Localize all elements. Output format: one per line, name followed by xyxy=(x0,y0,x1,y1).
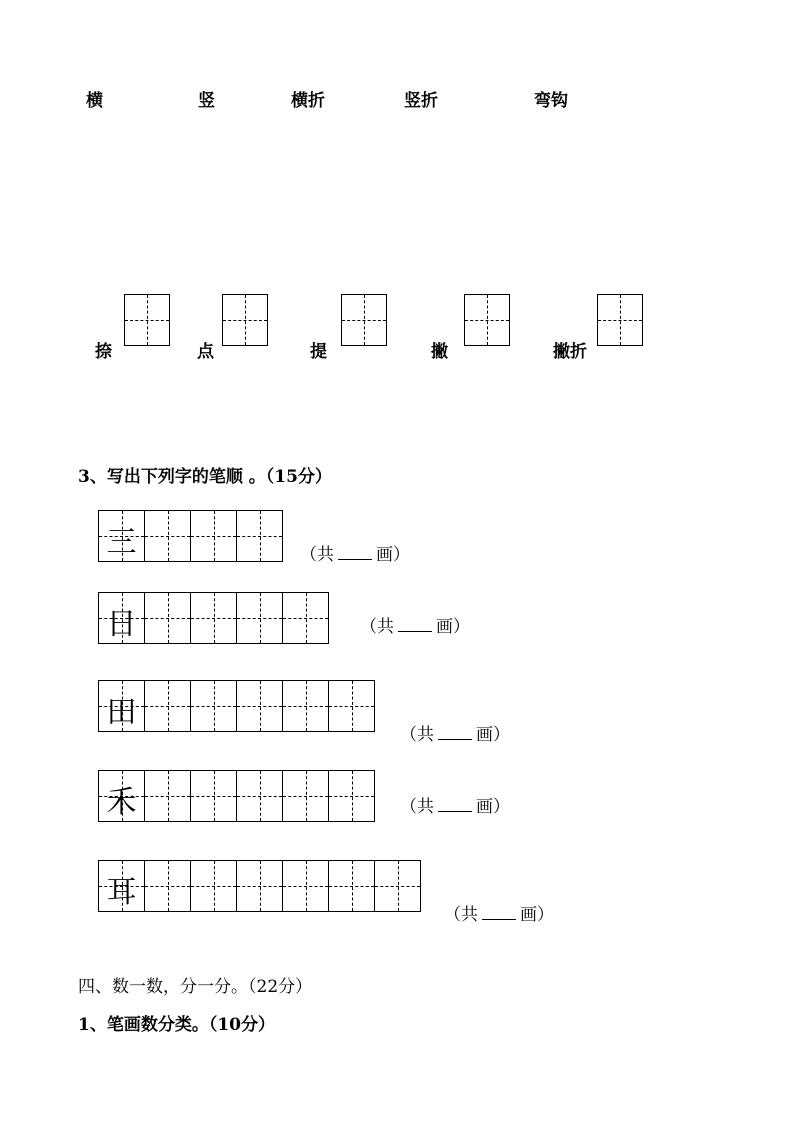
grid-cell[interactable] xyxy=(191,771,237,821)
count-open: （共 xyxy=(360,617,394,637)
stroke-count-ri xyxy=(360,612,470,637)
grid-cell[interactable] xyxy=(283,771,329,821)
count-blank[interactable] xyxy=(482,905,516,920)
grid-cell[interactable] xyxy=(283,593,329,643)
grid-cell[interactable] xyxy=(191,511,237,561)
grid-cell[interactable] xyxy=(145,593,191,643)
grid-cell xyxy=(99,593,145,643)
grid-cell[interactable] xyxy=(329,681,375,731)
stroke-label-heng: 横 xyxy=(86,91,103,111)
model-character: 日 xyxy=(106,607,137,642)
model-character: 耳 xyxy=(106,875,137,910)
grid-cell[interactable] xyxy=(191,593,237,643)
grid-cell[interactable] xyxy=(145,771,191,821)
model-character: 禾 xyxy=(106,785,137,820)
grid-cell[interactable] xyxy=(145,511,191,561)
stroke-label-shu: 竖 xyxy=(198,91,215,111)
grid-cell xyxy=(99,771,145,821)
stroke-count-er xyxy=(444,900,554,925)
writing-grid-box[interactable] xyxy=(124,294,170,346)
grid-cell[interactable] xyxy=(329,861,375,911)
count-blank[interactable] xyxy=(438,725,472,740)
stroke-count-he xyxy=(400,792,510,817)
stroke-label-pie: 撇 xyxy=(431,342,448,362)
writing-grid-box[interactable] xyxy=(464,294,510,346)
stroke-label-wangou: 弯钩 xyxy=(534,91,568,111)
stroke-order-grid-ri[interactable] xyxy=(98,592,329,644)
grid-cell[interactable] xyxy=(237,593,283,643)
grid-cell[interactable] xyxy=(191,681,237,731)
count-close: 画） xyxy=(376,545,410,565)
count-blank[interactable] xyxy=(438,797,472,812)
count-close: 画） xyxy=(476,797,510,817)
stroke-label-hengzhe: 横折 xyxy=(291,91,325,111)
stroke-order-grid-san[interactable] xyxy=(98,510,283,562)
count-open: （共 xyxy=(444,905,478,925)
count-open: （共 xyxy=(300,545,334,565)
grid-cell[interactable] xyxy=(283,681,329,731)
section4-sub1: 1、笔画数分类。（10分） xyxy=(78,1015,275,1035)
count-blank[interactable] xyxy=(338,545,372,560)
grid-cell[interactable] xyxy=(145,861,191,911)
count-open: （共 xyxy=(400,725,434,745)
writing-grid-box[interactable] xyxy=(222,294,268,346)
writing-grid-box[interactable] xyxy=(341,294,387,346)
stroke-label-piezhe: 撇折 xyxy=(553,342,587,362)
grid-cell xyxy=(99,681,145,731)
stroke-label-ti: 提 xyxy=(310,342,327,362)
count-close: 画） xyxy=(520,905,554,925)
grid-cell[interactable] xyxy=(283,861,329,911)
grid-cell[interactable] xyxy=(329,771,375,821)
stroke-order-grid-tian[interactable] xyxy=(98,680,375,732)
grid-cell[interactable] xyxy=(145,681,191,731)
grid-cell[interactable] xyxy=(237,861,283,911)
grid-cell[interactable] xyxy=(191,861,237,911)
grid-cell xyxy=(99,861,145,911)
stroke-label-dian: 点 xyxy=(197,342,214,362)
grid-cell[interactable] xyxy=(237,771,283,821)
grid-cell[interactable] xyxy=(375,861,421,911)
section3-title: 3、写出下列字的笔顺 。（15分） xyxy=(78,467,332,487)
count-close: 画） xyxy=(436,617,470,637)
stroke-label-shuzhe: 竖折 xyxy=(404,91,438,111)
grid-cell[interactable] xyxy=(237,511,283,561)
count-close: 画） xyxy=(476,725,510,745)
grid-cell xyxy=(99,511,145,561)
grid-cell[interactable] xyxy=(237,681,283,731)
stroke-count-san xyxy=(300,540,410,565)
writing-grid-box[interactable] xyxy=(597,294,643,346)
stroke-count-tian xyxy=(400,720,510,745)
stroke-label-na: 捺 xyxy=(95,342,112,362)
model-character: 三 xyxy=(106,525,137,560)
stroke-order-grid-he[interactable] xyxy=(98,770,375,822)
count-open: （共 xyxy=(400,797,434,817)
count-blank[interactable] xyxy=(398,617,432,632)
model-character: 田 xyxy=(106,695,137,730)
stroke-order-grid-er[interactable] xyxy=(98,860,421,912)
section4-title: 四、数一数，分一分。（22分） xyxy=(78,977,313,997)
